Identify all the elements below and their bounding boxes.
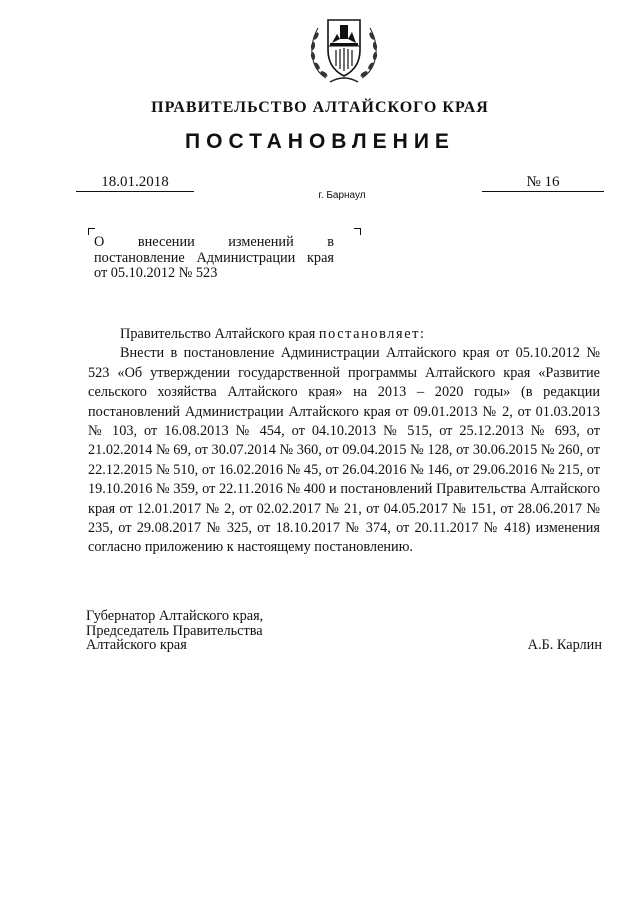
document-number: № 16 bbox=[482, 174, 604, 192]
body-intro-keyword: постановляет: bbox=[318, 326, 426, 342]
body-intro bbox=[88, 325, 600, 344]
document-subject: О внесении изменений в постановление Администрации края от 05.10.2012 № 523 bbox=[94, 234, 334, 281]
document-body bbox=[88, 325, 600, 558]
subject-corner-right-mark bbox=[354, 228, 361, 235]
body-paragraph: Внести в постановление Администрации Алтайского края от 05.10.2012 № 523 «Об утверждении государственной программы Алтайского края «Развитие сельского хозяйства Алтайского края» на 2013 – 2020 годы» (в редакции постановлений Администрации Алтайского края от 09.01.2013 № 2, от 01.03.2013 № 103, от 16.08.2013 № 454, от 04.10.2013 № 515, от 25.12.2013 № 693, от 21.02.2014 № 69, от 30.07.2014 № 360, от 09.04.2015 № 128, от 30.06.2015 № 260, от 22.12.2015 № 510, от 16.02.2016 № 45, от 26.04.2016 № 146, от 29.06.2016 № 215, от 19.10.2016 № 359, от 22.11.2016 № 400 и постановлений Правительства Алтайского края от 12.01.2017 № 2, от 02.02.2017 № 21, от 04.05.2017 № 151, от 28.06.2017 № 235, от 29.08.2017 № 325, от 18.10.2017 № 374, от 20.11.2017 № 418) изменения согласно приложению к настоящему постановлению. bbox=[88, 345, 600, 556]
signer-name: А.Б. Карлин bbox=[527, 637, 602, 653]
document-date: 18.01.2018 bbox=[76, 174, 194, 192]
body-intro-text: Правительство Алтайского края bbox=[120, 326, 319, 342]
document-type-title: ПОСТАНОВЛЕНИЕ bbox=[185, 130, 455, 153]
coat-of-arms-icon bbox=[304, 10, 384, 86]
signer-position-line: Алтайского края bbox=[86, 637, 187, 654]
organization-name: ПРАВИТЕЛЬСТВО АЛТАЙСКОГО КРАЯ bbox=[151, 99, 489, 116]
signer-position-line: Губернатор Алтайского края, bbox=[86, 608, 264, 624]
document-city: г. Барнаул bbox=[318, 190, 366, 201]
signer-position bbox=[86, 609, 346, 653]
signer-position-line: Председатель Правительства bbox=[86, 622, 263, 639]
